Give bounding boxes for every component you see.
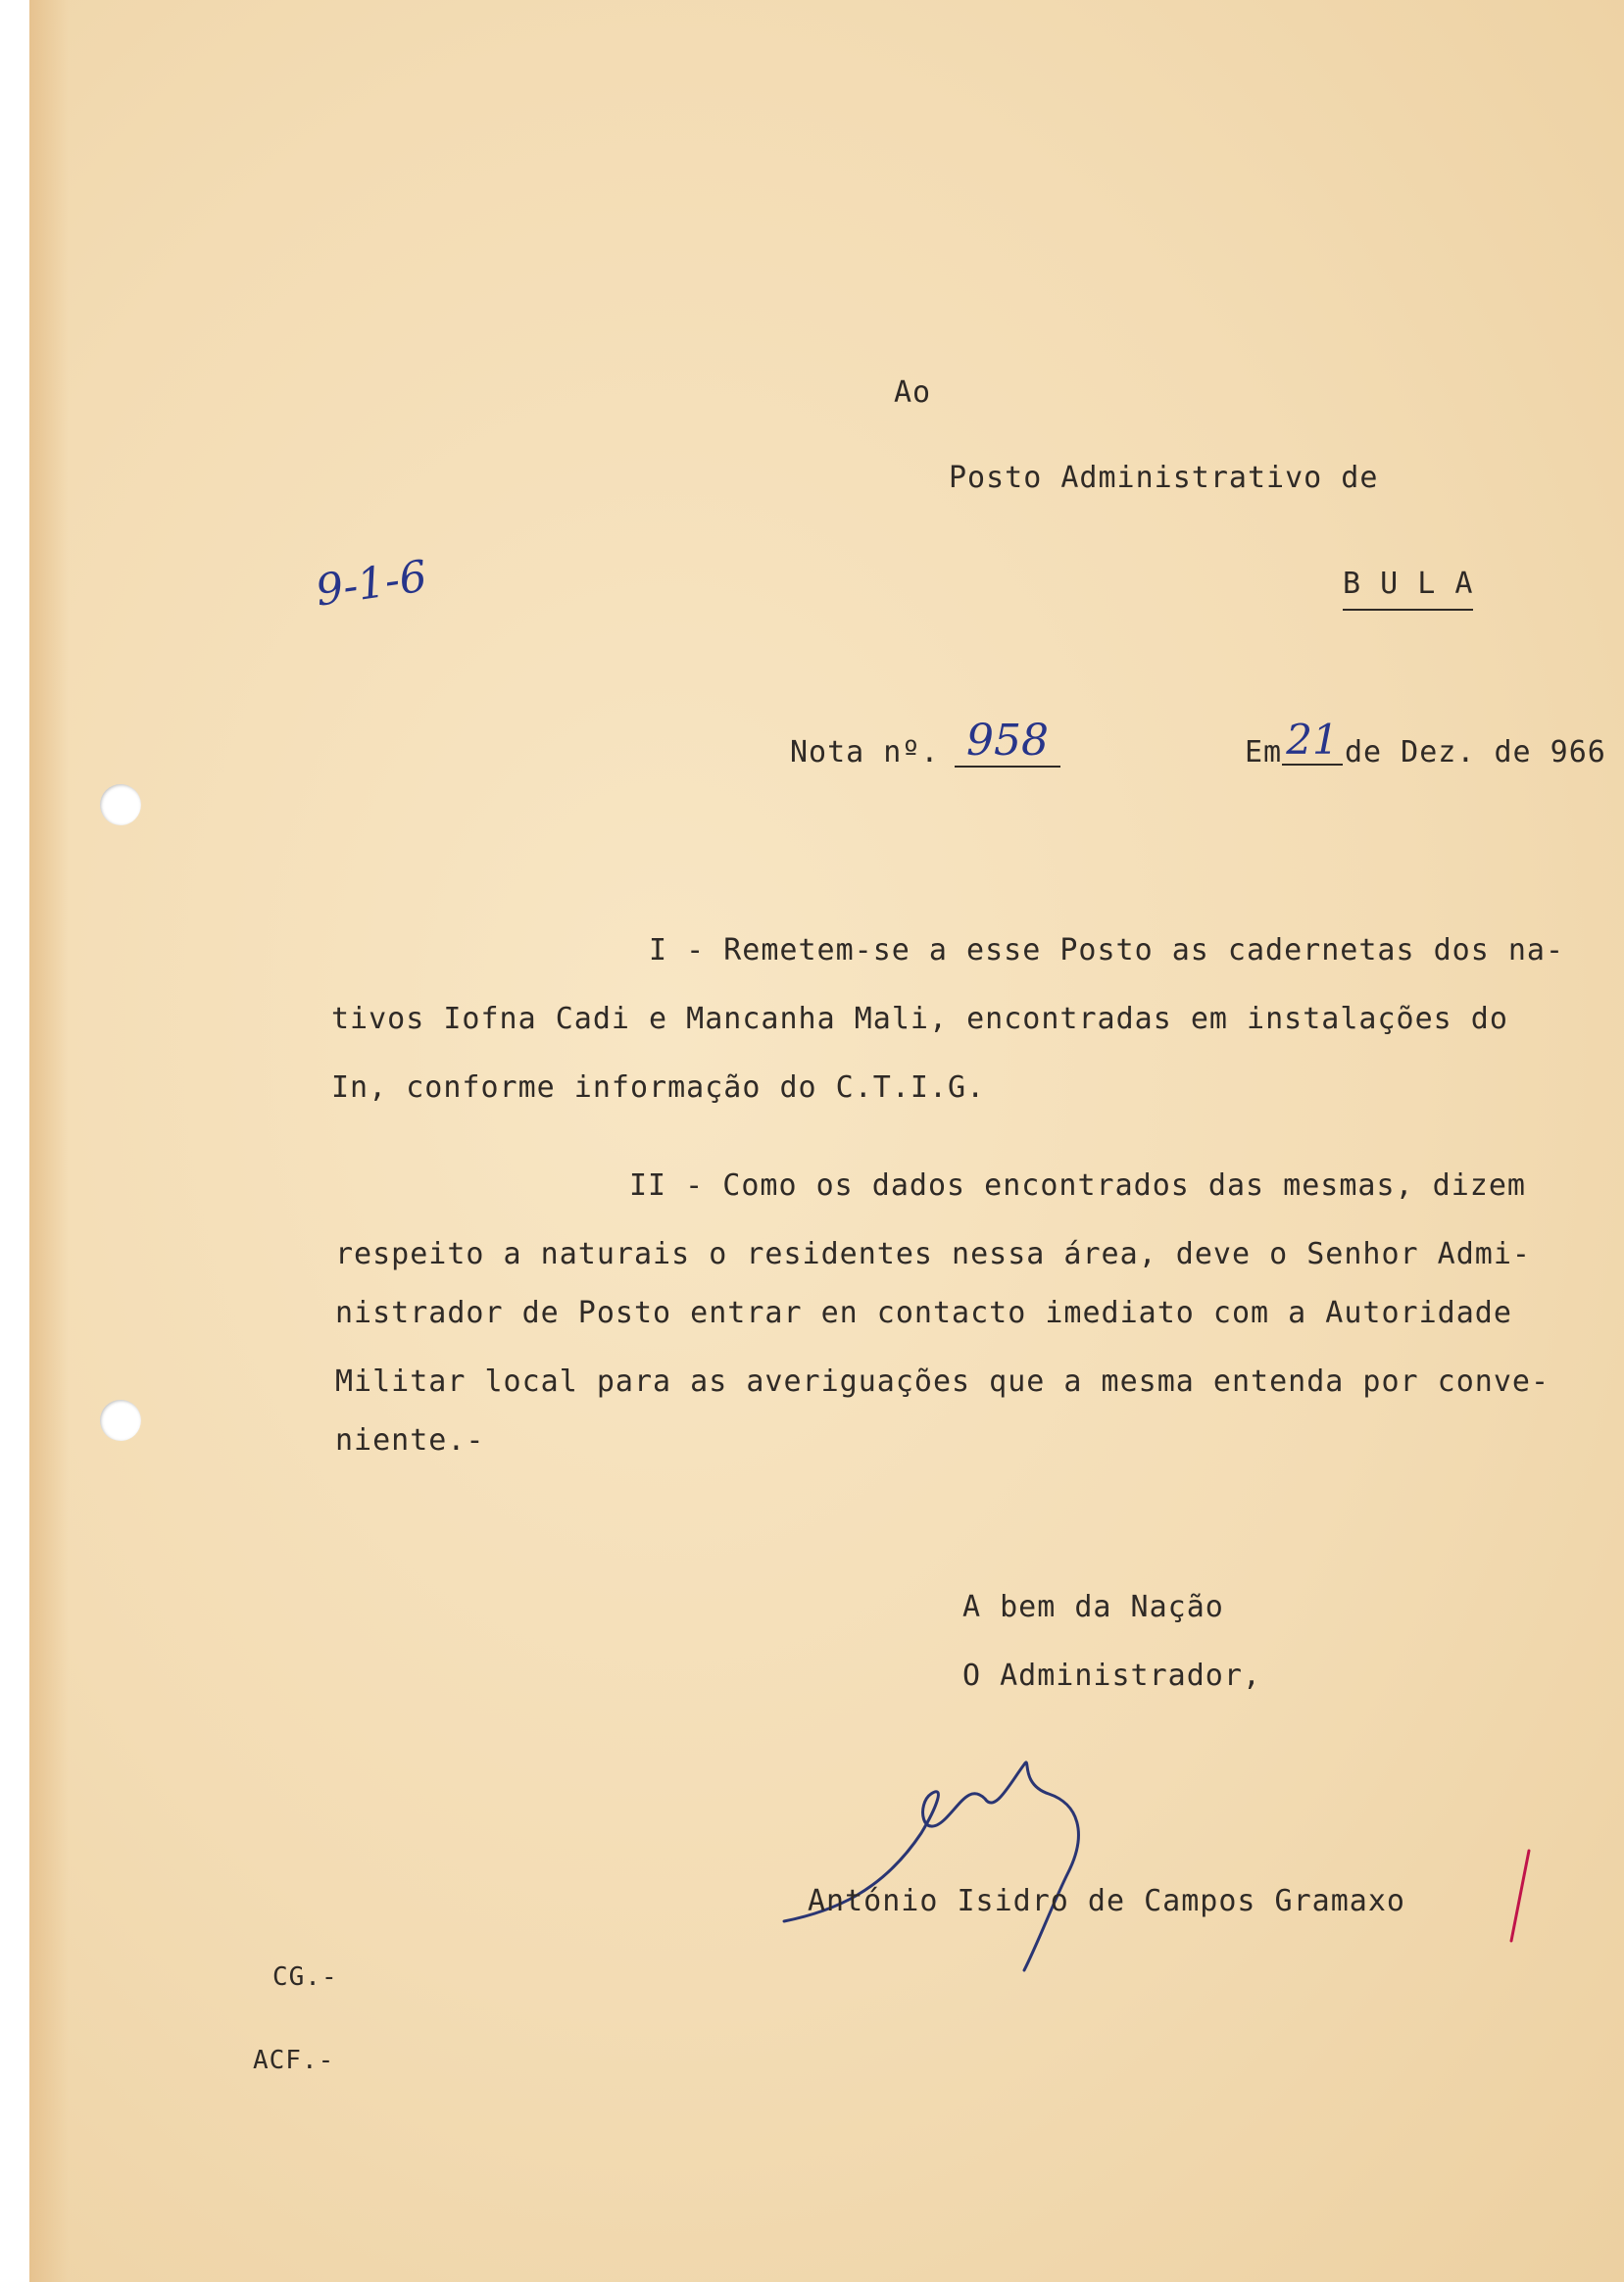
date-suffix: de Dez. de 966: [1345, 735, 1606, 769]
closing-role: O Administrador,: [962, 1659, 1261, 1693]
red-check-mark: [1500, 1843, 1539, 1951]
addressee-office: Posto Administrativo de: [949, 461, 1379, 495]
paragraph-2-line-4: Militar local para as averiguações que a mesma entenda por conve-: [335, 1364, 1550, 1399]
paragraph-2-line-3: nistrador de Posto entrar en contacto imediato com a Autoridade: [335, 1296, 1512, 1330]
paragraph-1-line-2: tivos Iofna Cadi e Mancanha Mali, encontradas em instalações do: [331, 1002, 1508, 1036]
paragraph-1-line-1: I - Remetem-se a esse Posto as cadernetas dos na-: [649, 933, 1565, 967]
note-number: 958: [955, 716, 1060, 768]
document-sheet: [29, 0, 1624, 2282]
copy-acf: ACF.-: [253, 2046, 335, 2075]
punch-hole-bottom: [100, 1400, 141, 1441]
closing-salutation: A bem da Nação: [962, 1590, 1224, 1624]
handwritten-signature: [774, 1725, 1127, 1980]
paragraph-2-line-5: niente.-: [335, 1423, 485, 1458]
handwritten-reference: 9-1-6: [313, 551, 430, 617]
date-day: 21: [1282, 716, 1343, 766]
date-prefix: Em: [1245, 735, 1283, 769]
note-label: Nota nº.: [790, 735, 940, 769]
copy-cg: CG.-: [272, 1962, 338, 1992]
addressee-place: B U L A: [1343, 567, 1473, 611]
signatory-name: António Isidro de Campos Gramaxo: [808, 1884, 1405, 1918]
punch-hole-top: [100, 784, 141, 825]
paragraph-2-line-1: II - Como os dados encontrados das mesmas, dizem: [629, 1168, 1526, 1203]
paragraph-1-line-3: In, conforme informação do C.T.I.G.: [331, 1070, 986, 1105]
addressee-to: Ao: [894, 375, 932, 410]
paper-edge-shadow: [29, 0, 69, 2282]
paragraph-2-line-2: respeito a naturais o residentes nessa área, deve o Senhor Admi-: [335, 1237, 1531, 1271]
